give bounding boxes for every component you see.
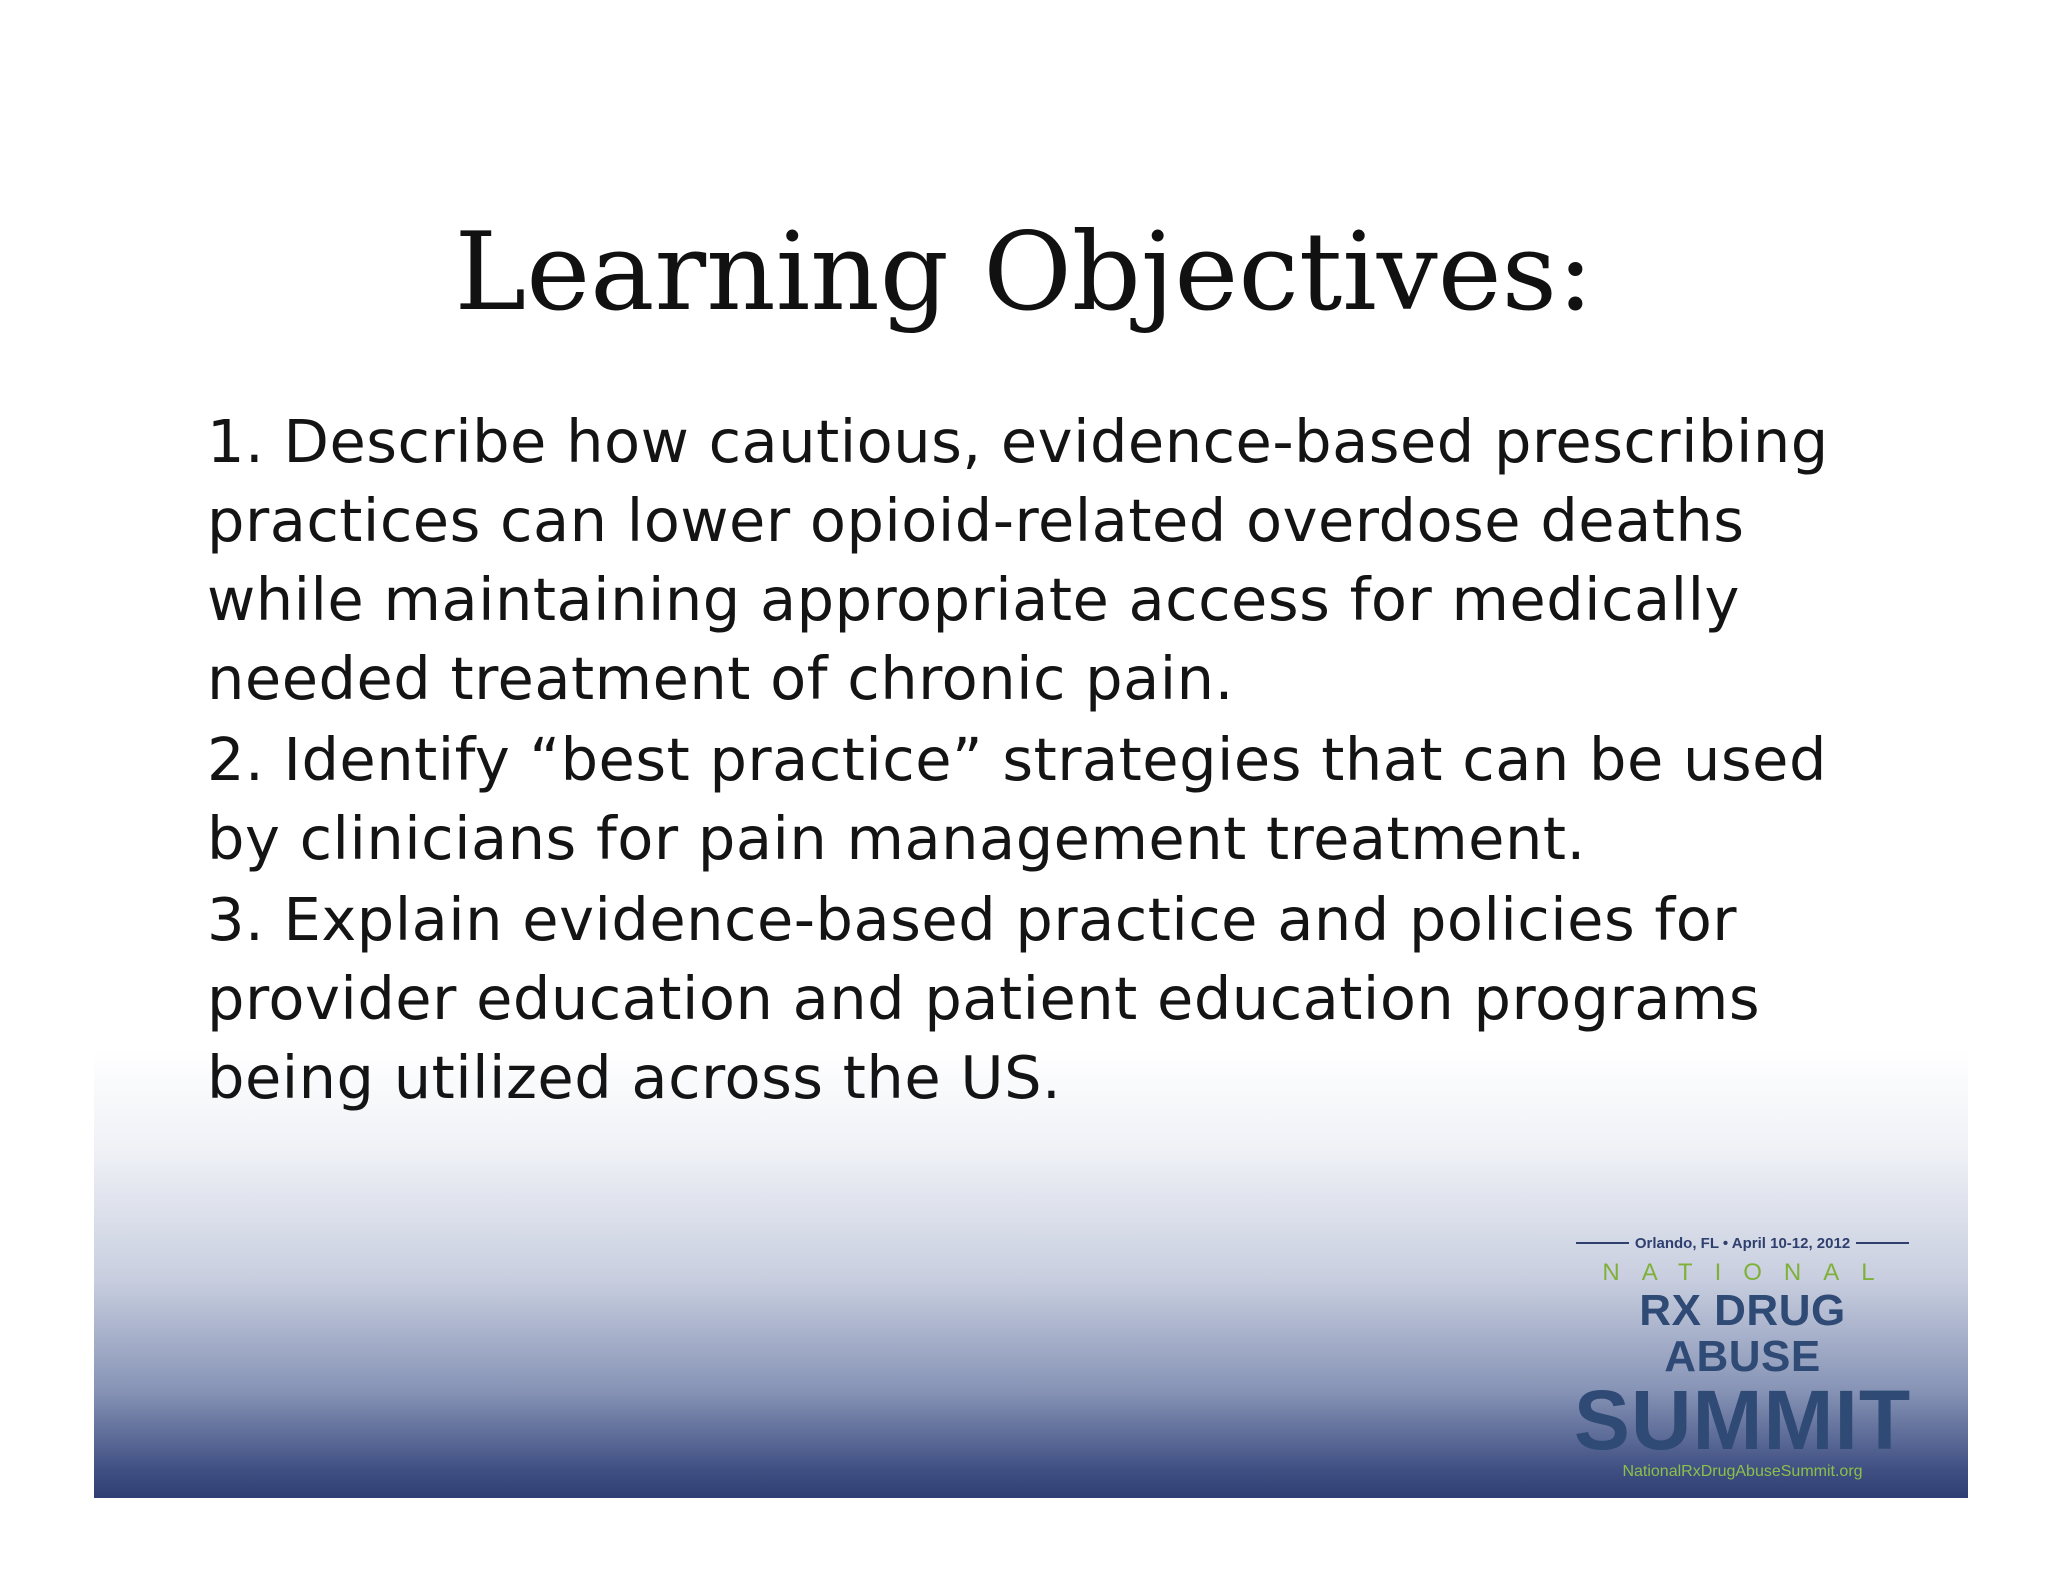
logo-rule-right bbox=[1856, 1242, 1909, 1244]
objectives-list bbox=[207, 402, 1887, 1119]
slide-title: Learning Objectives: bbox=[454, 210, 1594, 335]
objective-item-3: 3. Explain evidence-based practice and policies for provider education and patient education programs being utilized across the US. bbox=[207, 885, 1761, 1112]
objective-item-2: 2. Identify “best practice” strategies that can be used by clinicians for pain management treatment. bbox=[207, 725, 1827, 873]
logo-national: NATIONAL bbox=[1602, 1259, 1897, 1286]
logo-location-date-text: Orlando, FL • April 10-12, 2012 bbox=[1634, 1234, 1851, 1252]
logo-name-line1: RX DRUG ABUSE bbox=[1639, 1286, 1846, 1381]
logo-rule-left bbox=[1576, 1242, 1629, 1244]
logo-name-line2: SUMMIT bbox=[1573, 1373, 1912, 1467]
summit-logo bbox=[1570, 1232, 1915, 1480]
logo-location-date bbox=[1570, 1232, 1915, 1254]
logo-url: NationalRxDrugAbuseSummit.org bbox=[1622, 1463, 1863, 1480]
objective-item-1: 1. Describe how cautious, evidence-based prescribing practices can lower opioid-related overdose deaths while maintaining appropriate access for medically needed treatment of chronic pain. bbox=[207, 407, 1829, 713]
